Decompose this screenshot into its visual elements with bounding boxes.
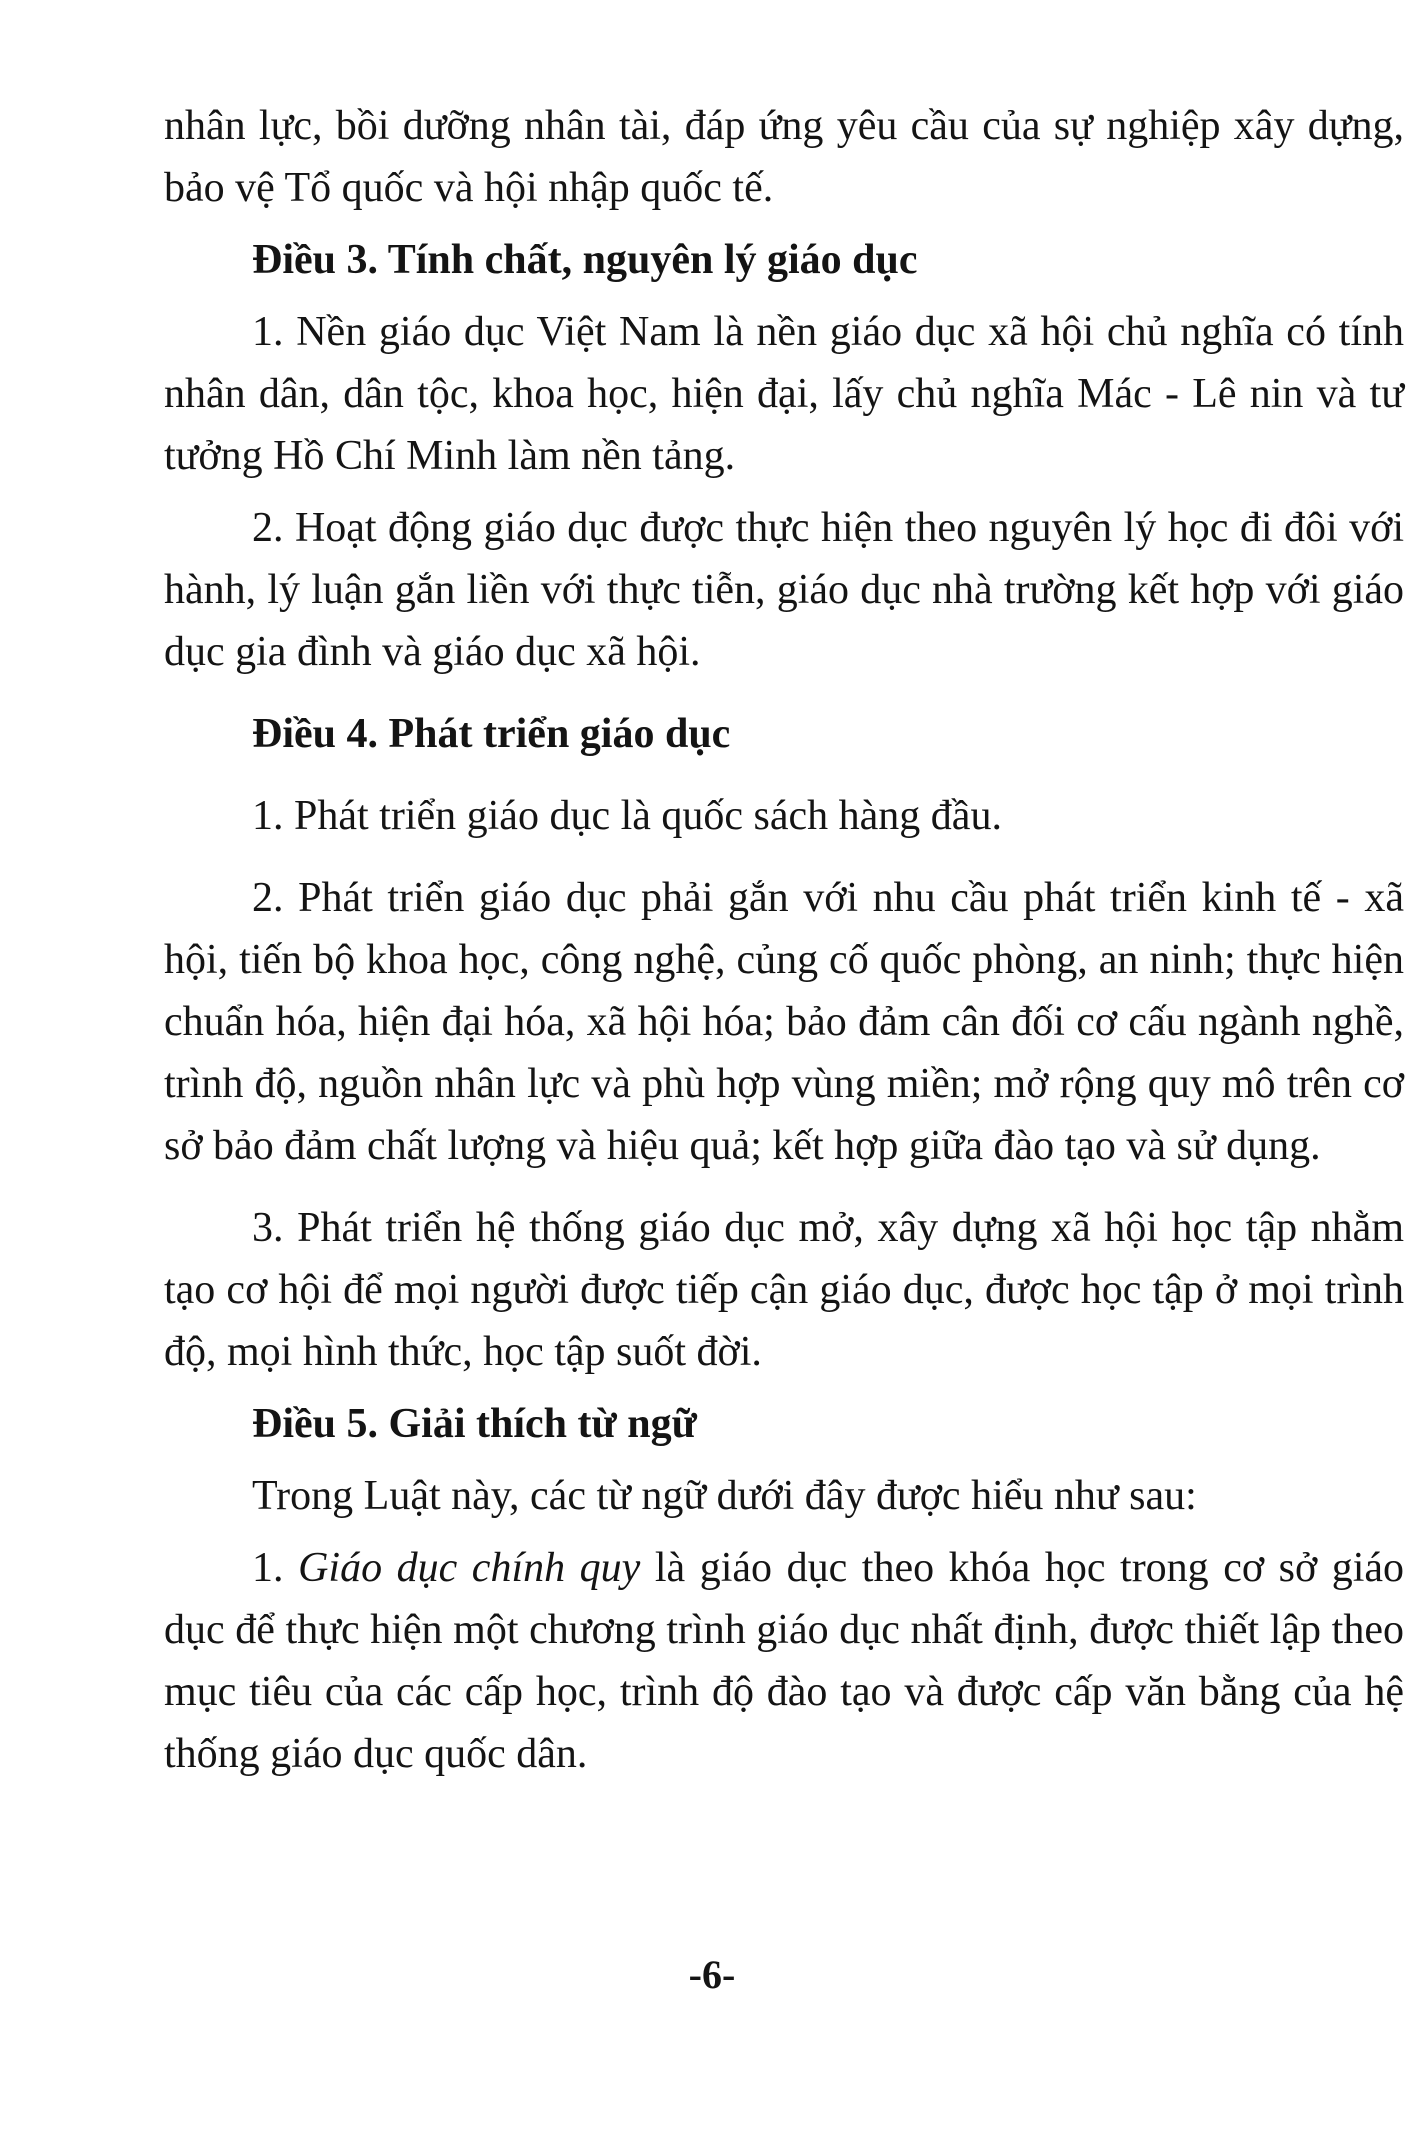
- definition-text: là giáo dục theo khóa học trong cơ sở giáo dục để thực hiện một chương trình giáo dục nhất định, được thiết lập theo mục tiêu của các cấp học, trình độ đào tạo và được cấp văn bằng của hệ thống giáo dục quốc dân.: [164, 1545, 1405, 1777]
- article-4-clause-3: 3. Phát triển hệ thống giáo dục mở, xây dựng xã hội học tập nhằm tạo cơ hội để mọi người được tiếp cận giáo dục, được học tập ở mọi trình độ, mọi hình thức, học tập suốt đời.: [164, 1205, 1404, 1375]
- article-3-heading: Điều 3. Tính chất, nguyên lý giáo dục: [252, 237, 918, 283]
- page-number: -6-: [688, 1952, 736, 1997]
- clause-number: 1.: [252, 1545, 284, 1591]
- defined-term: Giáo dục chính quy: [298, 1545, 641, 1591]
- article-4-clause-1: 1. Phát triển giáo dục là quốc sách hàng đầu.: [252, 793, 1002, 839]
- body-text: [164, 95, 1404, 1785]
- article-4-clause-2: 2. Phát triển giáo dục phải gắn với nhu cầu phát triển kinh tế - xã hội, tiến bộ khoa học, công nghệ, củng cố quốc phòng, an ninh; thực hiện chuẩn hóa, hiện đại hóa, xã hội hóa; bảo đảm cân đối cơ cấu ngành nghề, trình độ, nguồn nhân lực và phù hợp vùng miền; mở rộng quy mô trên cơ sở bảo đảm chất lượng và hiệu quả; kết hợp giữa đào tạo và sử dụng.: [164, 875, 1404, 1169]
- article-5-intro: Trong Luật này, các từ ngữ dưới đây được hiểu như sau:: [252, 1473, 1197, 1519]
- article-3-clause-1: 1. Nền giáo dục Việt Nam là nền giáo dục xã hội chủ nghĩa có tính nhân dân, dân tộc, khoa học, hiện đại, lấy chủ nghĩa Mác - Lê nin và tư tưởng Hồ Chí Minh làm nền tảng.: [164, 309, 1404, 479]
- article-5-heading: Điều 5. Giải thích từ ngữ: [252, 1401, 697, 1447]
- intro-paragraph: nhân lực, bồi dưỡng nhân tài, đáp ứng yêu cầu của sự nghiệp xây dựng, bảo vệ Tổ quốc và hội nhập quốc tế.: [164, 103, 1404, 211]
- article-4-heading: Điều 4. Phát triển giáo dục: [252, 711, 731, 757]
- article-3-clause-2: 2. Hoạt động giáo dục được thực hiện theo nguyên lý học đi đôi với hành, lý luận gắn liền với thực tiễn, giáo dục nhà trường kết hợp với giáo dục gia đình và giáo dục xã hội.: [164, 505, 1404, 675]
- article-5-clause-1: [164, 1537, 1404, 1785]
